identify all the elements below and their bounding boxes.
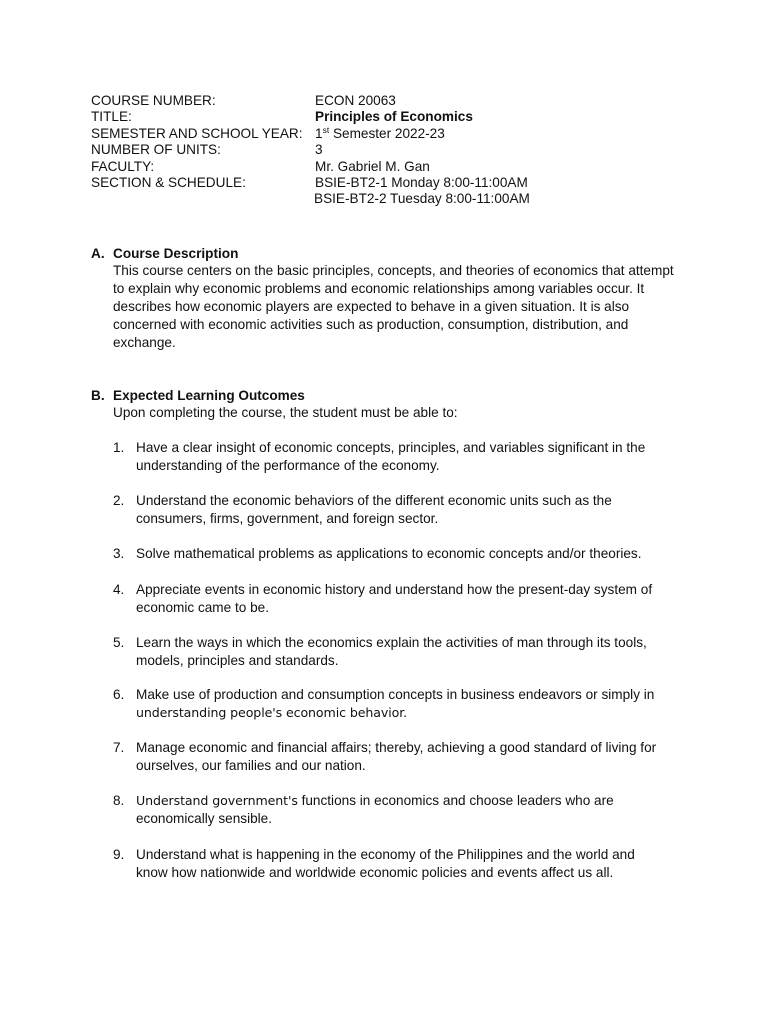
list-item [113,545,673,563]
semester-ordinal-suffix: st [322,124,330,135]
list-item [113,492,673,528]
outcome-line: consumers, firms, government, and foreign sector. [136,511,439,526]
outcome-number: 4. [113,582,125,597]
faculty-label: FACULTY: [91,158,155,174]
schedule-value-1: BSIE-BT2-1 Monday 8:00-11:00AM [315,174,528,190]
outcome-number: 6. [113,687,125,702]
section-b-letter: B. [91,388,105,403]
outcome-text [136,492,612,528]
outcome-number: 3. [113,546,125,561]
outcome-line: Understand what is happening in the economy of the Philippines and the world and [136,847,635,862]
outcome-text [136,792,614,828]
outcome-line-start: Understand government's [136,793,298,808]
title-label: TITLE: [91,109,132,125]
outcome-line: Learn the ways in which the economics explain the activities of man through its tools, [136,635,647,650]
outcome-line: Understand the economic behaviors of the different economic units such as the [136,493,612,508]
list-item [113,846,673,882]
faculty-value: Mr. Gabriel M. Gan [315,158,430,174]
outcome-text [136,545,642,563]
list-item [113,439,673,475]
title-value: Principles of Economics [315,109,473,125]
semester-value [315,126,445,142]
section-a-heading [91,245,681,262]
learning-outcomes-section [91,387,681,421]
schedule-value-2: BSIE-BT2-2 Tuesday 8:00-11:00AM [314,191,530,207]
schedule-row-2 [91,191,691,207]
outcome-line: Solve mathematical problems as applications to economic concepts and/or theories. [136,546,642,561]
semester-label: SEMESTER AND SCHOOL YEAR: [91,125,303,141]
outcome-line: Appreciate events in economic history and understand how the present-day system of [136,582,653,597]
course-number-row [91,93,691,109]
learning-outcomes-intro: Upon completing the course, the student must be able to: [113,405,458,420]
units-label: NUMBER OF UNITS: [91,142,221,158]
outcome-number: 7. [113,740,125,755]
outcome-line: ourselves, our families and our nation. [136,758,366,773]
outcome-line: know how nationwide and worldwide economic policies and events affect us all. [136,865,614,880]
section-a-letter: A. [91,246,105,261]
outcome-text [136,686,654,722]
section-b-title: Expected Learning Outcomes [113,388,305,403]
outcome-line: Manage economic and financial affairs; thereby, achieving a good standard of living for [136,740,657,755]
outcome-line: economic came to be. [136,600,269,615]
course-description-text: This course centers on the basic principles, concepts, and theories of economics that attempt to explain why economic problems and economic relationships among variables occur. It describes how economic players are expected to behave in a given situation. It is also concerned with economic activities such as production, consumption, distribution, and exchange. [113,263,674,350]
outcome-line: understanding of the performance of the economy. [136,458,440,473]
units-value: 3 [315,142,323,158]
outcome-text [136,634,647,670]
outcome-number: 1. [113,440,125,455]
outcome-line-rest: functions in economics and choose leaders who are [297,793,614,808]
list-item [113,581,673,617]
section-b-heading [91,387,681,404]
course-description-section [91,245,681,352]
schedule-row [91,175,691,191]
title-row [91,109,691,125]
outcome-text [136,439,645,475]
outcome-line: Make use of production and consumption concepts in business endeavors or simply in [136,687,655,702]
list-item [113,739,673,775]
outcome-line: Have a clear insight of economic concepts, principles, and variables significant in the [136,440,646,455]
semester-year: Semester 2022-23 [329,125,445,141]
list-item [113,686,673,722]
outcome-number: 5. [113,635,125,650]
semester-row [91,126,691,142]
faculty-row [91,159,691,175]
outcome-number: 8. [113,793,125,808]
outcome-line: understanding people's economic behavior. [136,705,408,720]
course-info-header [91,93,691,208]
outcome-text [136,581,652,617]
units-row [91,142,691,158]
outcome-number: 9. [113,847,125,862]
schedule-label-empty [91,191,315,207]
outcome-number: 2. [113,493,125,508]
list-item [113,634,673,670]
outcome-text [136,846,635,882]
course-number-label: COURSE NUMBER: [91,93,216,108]
outcome-line: economically sensible. [136,811,273,826]
outcome-line: models, principles and standards. [136,653,339,668]
semester-number: 1 [315,125,323,141]
schedule-label: SECTION & SCHEDULE: [91,174,246,190]
course-number-value: ECON 20063 [315,93,396,108]
outcome-text [136,739,656,775]
list-item [113,792,673,828]
section-a-title: Course Description [113,246,239,261]
outcome-line [136,792,614,810]
